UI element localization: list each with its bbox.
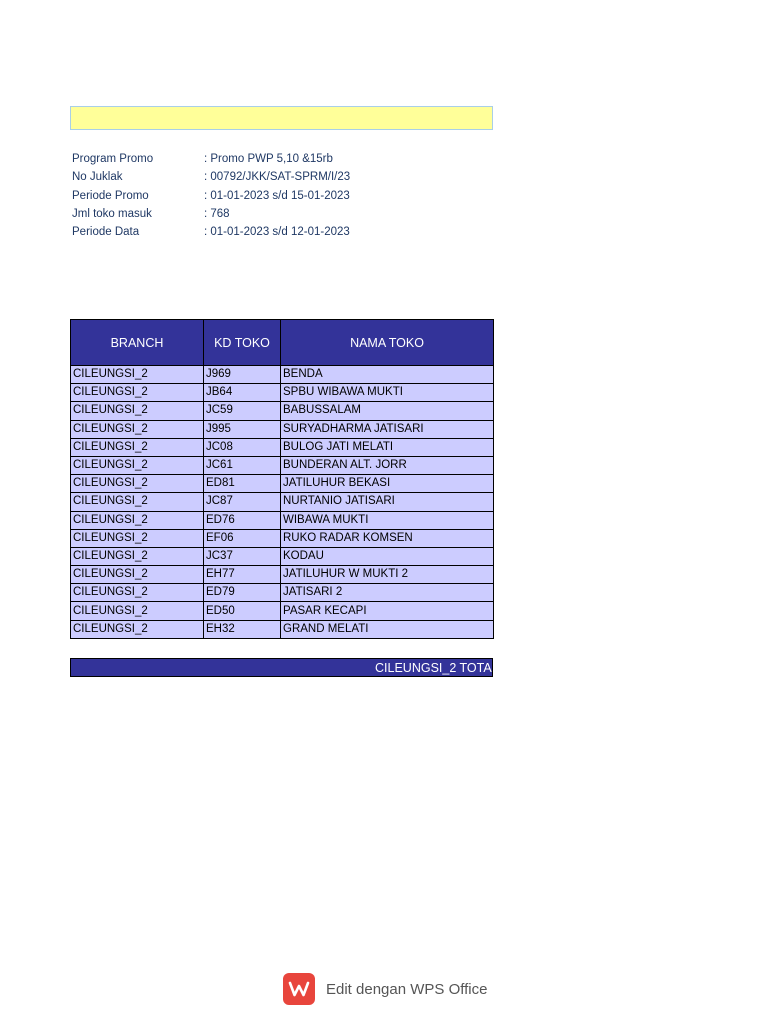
cell-nama-toko: JATISARI 2	[281, 584, 494, 602]
cell-nama-toko: GRAND MELATI	[281, 620, 494, 638]
cell-kd-toko: JC08	[204, 438, 281, 456]
cell-nama-toko: BABUSSALAM	[281, 402, 494, 420]
cell-kd-toko: ED79	[204, 584, 281, 602]
cell-branch: CILEUNGSI_2	[71, 620, 204, 638]
cell-kd-toko: J969	[204, 366, 281, 384]
cell-branch: CILEUNGSI_2	[71, 384, 204, 402]
cell-nama-toko: SURYADHARMA JATISARI	[281, 420, 494, 438]
store-table	[70, 319, 494, 639]
table-row	[71, 402, 494, 420]
info-value: : 768	[204, 208, 230, 221]
info-row-periode-data	[72, 223, 492, 241]
info-label: Periode Promo	[72, 189, 149, 202]
info-label: No Juklak	[72, 171, 123, 184]
info-row-periode-promo	[72, 187, 492, 205]
info-label: Periode Data	[72, 226, 140, 239]
table-header-row	[71, 320, 494, 366]
table-row	[71, 511, 494, 529]
cell-nama-toko: BUNDERAN ALT. JORR	[281, 456, 494, 474]
cell-nama-toko: BENDA	[281, 366, 494, 384]
cell-kd-toko: EH32	[204, 620, 281, 638]
cell-branch: CILEUNGSI_2	[71, 420, 204, 438]
cell-branch: CILEUNGSI_2	[71, 529, 204, 547]
table-row	[71, 620, 494, 638]
cell-branch: CILEUNGSI_2	[71, 402, 204, 420]
cell-branch: CILEUNGSI_2	[71, 511, 204, 529]
branch-total-label: CILEUNGSI_2 TOTA	[375, 661, 492, 675]
cell-nama-toko: JATILUHUR W MUKTI 2	[281, 566, 494, 584]
cell-kd-toko: EF06	[204, 529, 281, 547]
table-row	[71, 602, 494, 620]
title-bar	[70, 106, 493, 130]
table-row	[71, 456, 494, 474]
table-row	[71, 366, 494, 384]
table-row	[71, 438, 494, 456]
cell-nama-toko: BULOG JATI MELATI	[281, 438, 494, 456]
cell-branch: CILEUNGSI_2	[71, 366, 204, 384]
cell-nama-toko: SPBU WIBAWA MUKTI	[281, 384, 494, 402]
info-value: : Promo PWP 5,10 &15rb	[204, 153, 333, 166]
table-row	[71, 420, 494, 438]
info-row-juklak	[72, 168, 492, 186]
info-row-jml-toko	[72, 205, 492, 223]
cell-kd-toko: JB64	[204, 384, 281, 402]
info-value: : 01-01-2023 s/d 15-01-2023	[204, 189, 350, 202]
branch-total-bar	[70, 658, 493, 677]
wps-edit-link[interactable]	[283, 973, 487, 1005]
table-row	[71, 547, 494, 565]
header-branch: BRANCH	[71, 320, 204, 366]
cell-branch: CILEUNGSI_2	[71, 475, 204, 493]
info-row-program	[72, 150, 492, 168]
table-row	[71, 566, 494, 584]
cell-branch: CILEUNGSI_2	[71, 566, 204, 584]
cell-nama-toko: WIBAWA MUKTI	[281, 511, 494, 529]
cell-nama-toko: PASAR KECAPI	[281, 602, 494, 620]
cell-branch: CILEUNGSI_2	[71, 547, 204, 565]
promo-info	[72, 150, 492, 241]
cell-nama-toko: RUKO RADAR KOMSEN	[281, 529, 494, 547]
cell-kd-toko: ED81	[204, 475, 281, 493]
info-label: Jml toko masuk	[72, 208, 152, 221]
cell-kd-toko: JC59	[204, 402, 281, 420]
cell-nama-toko: NURTANIO JATISARI	[281, 493, 494, 511]
info-label: Program Promo	[72, 153, 154, 166]
cell-branch: CILEUNGSI_2	[71, 584, 204, 602]
table-row	[71, 384, 494, 402]
cell-kd-toko: EH77	[204, 566, 281, 584]
info-value: : 01-01-2023 s/d 12-01-2023	[204, 226, 350, 239]
cell-kd-toko: JC61	[204, 456, 281, 474]
info-value: : 00792/JKK/SAT-SPRM/I/23	[204, 171, 351, 184]
cell-kd-toko: J995	[204, 420, 281, 438]
cell-kd-toko: ED50	[204, 602, 281, 620]
cell-branch: CILEUNGSI_2	[71, 493, 204, 511]
wps-logo-icon	[283, 973, 315, 1005]
cell-kd-toko: ED76	[204, 511, 281, 529]
table-row	[71, 584, 494, 602]
table-row	[71, 493, 494, 511]
cell-branch: CILEUNGSI_2	[71, 456, 204, 474]
cell-branch: CILEUNGSI_2	[71, 438, 204, 456]
header-kd-toko: KD TOKO	[204, 320, 281, 366]
table-row	[71, 475, 494, 493]
cell-nama-toko: KODAU	[281, 547, 494, 565]
table-row	[71, 529, 494, 547]
cell-kd-toko: JC37	[204, 547, 281, 565]
header-nama-toko: NAMA TOKO	[281, 320, 494, 366]
cell-branch: CILEUNGSI_2	[71, 602, 204, 620]
cell-nama-toko: JATILUHUR BEKASI	[281, 475, 494, 493]
wps-edit-text: Edit dengan WPS Office	[326, 980, 488, 998]
cell-kd-toko: JC87	[204, 493, 281, 511]
